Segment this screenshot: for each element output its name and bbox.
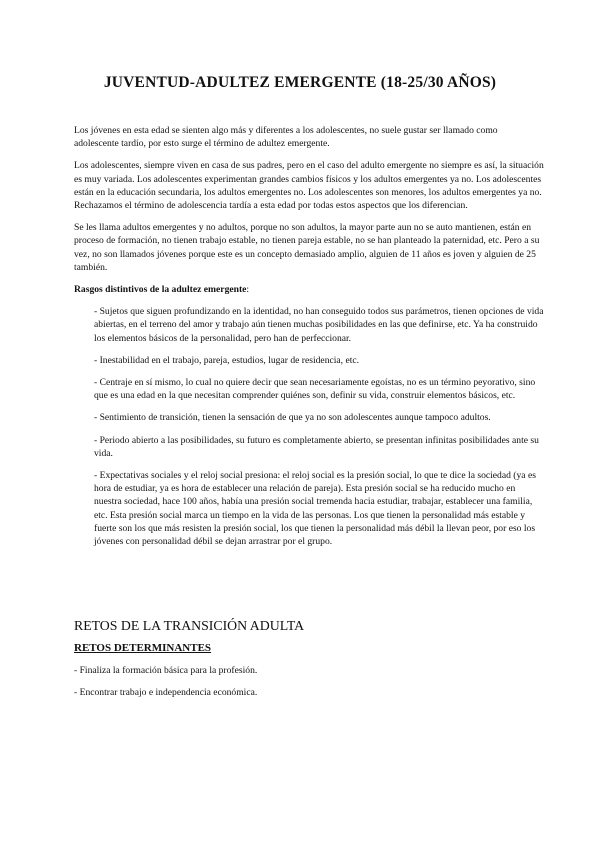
rasgos-colon: : [246, 284, 250, 296]
list-item: - Inestabilidad en el trabajo, pareja, estudios, lugar de residencia, etc. [94, 354, 360, 366]
rasgos-heading-line [74, 283, 544, 296]
paragraph: Se les llama adultos emergentes y no adultos, porque no son adultos, la mayor parte aun no se auto mantienen, están en proceso de formación, no tienen trabajo estable, no tienen pareja estable, no se han planteado la paternidad, etc. Pero a su vez, no son llamados jóvenes porque este es un concepto demasiado amplio, alguien de 11 años es joven y alguien de 25 también. [74, 222, 540, 273]
section-heading: RETOS DE LA TRANSICIÓN ADULTA [74, 618, 305, 633]
list-item: - Sentimiento de transición, tienen la sensación de que ya no son adolescentes aunque tampoco adultos. [94, 412, 491, 424]
document-body [74, 124, 544, 557]
list-item: - Centraje en sí mismo, lo cual no quiere decir que sean necesariamente egoístas, no es un término peyorativo, sino que es una edad en la que necesitan comprender quiénes son, definir su vida, construir elementos básicos, etc. [94, 377, 536, 402]
section-subheading: RETOS DETERMINANTES [74, 642, 212, 654]
paragraph: Los jóvenes en esta edad se sienten algo más y diferentes a los adolescentes, no suele gustar ser llamado como adolescente tardío, por esto surge el término de adultez emergente. [74, 125, 498, 150]
list-item: - Periodo abierto a las posibilidades, su futuro es completamente abierto, se presentan infinitas posibilidades ante su vida. [94, 434, 539, 459]
list-item: - Expectativas sociales y el reloj social presiona: el reloj social es la presión social, lo que te dice la sociedad (ya es hora de estudiar, ya es hora de establecer una relación de pareja). Esta presión social se ha reducido mucho en nuestra sociedad, hace 100 años, había una presión social tremenda hacia estudiar, trabajar, establecer una familia, etc. Esta presión social marca un tiempo en la vida de las personas. Los que tienen la personalidad más estable y fuerte son los que más resisten la presión social, los que tienen la personalidad más débil la llevan peor, por eso los jóvenes con personalidad débil se dejan arrastrar por el grupo. [94, 470, 536, 548]
list-item: - Encontrar trabajo e independencia económica. [74, 687, 258, 699]
rasgos-heading: Rasgos distintivos de la adultez emergente [74, 284, 247, 296]
section-retos [74, 618, 544, 708]
document-title: JUVENTUD-ADULTEZ EMERGENTE (18-25/30 AÑOS) [103, 74, 497, 91]
paragraph: Los adolescentes, siempre viven en casa de sus padres, pero en el caso del adulto emergente no siempre es así, la situación es muy variada. Los adolescentes experimentan grandes cambios físicos y los adultos emergentes ya no. Los adolescentes están en la educación secundaria, los adultos emergentes no. Los adolescentes son menores, los adultos emergentes ya no. Rechazamos el término de adolescencia tardía a esta edad por todas estos aspectos que los diferencian. [74, 160, 544, 212]
list-item: - Finaliza la formación básica para la profesión. [74, 665, 258, 676]
list-item: - Sujetos que siguen profundizando en la identidad, no han conseguido todos sus parámetros, tienen opciones de vida abiertas, en el terreno del amor y trabajo aún tienen muchas posibilidades en las que definirse, etc. Ya ha construido los elementos básicos de la personalidad, pero han de perfeccionar. [94, 306, 544, 344]
